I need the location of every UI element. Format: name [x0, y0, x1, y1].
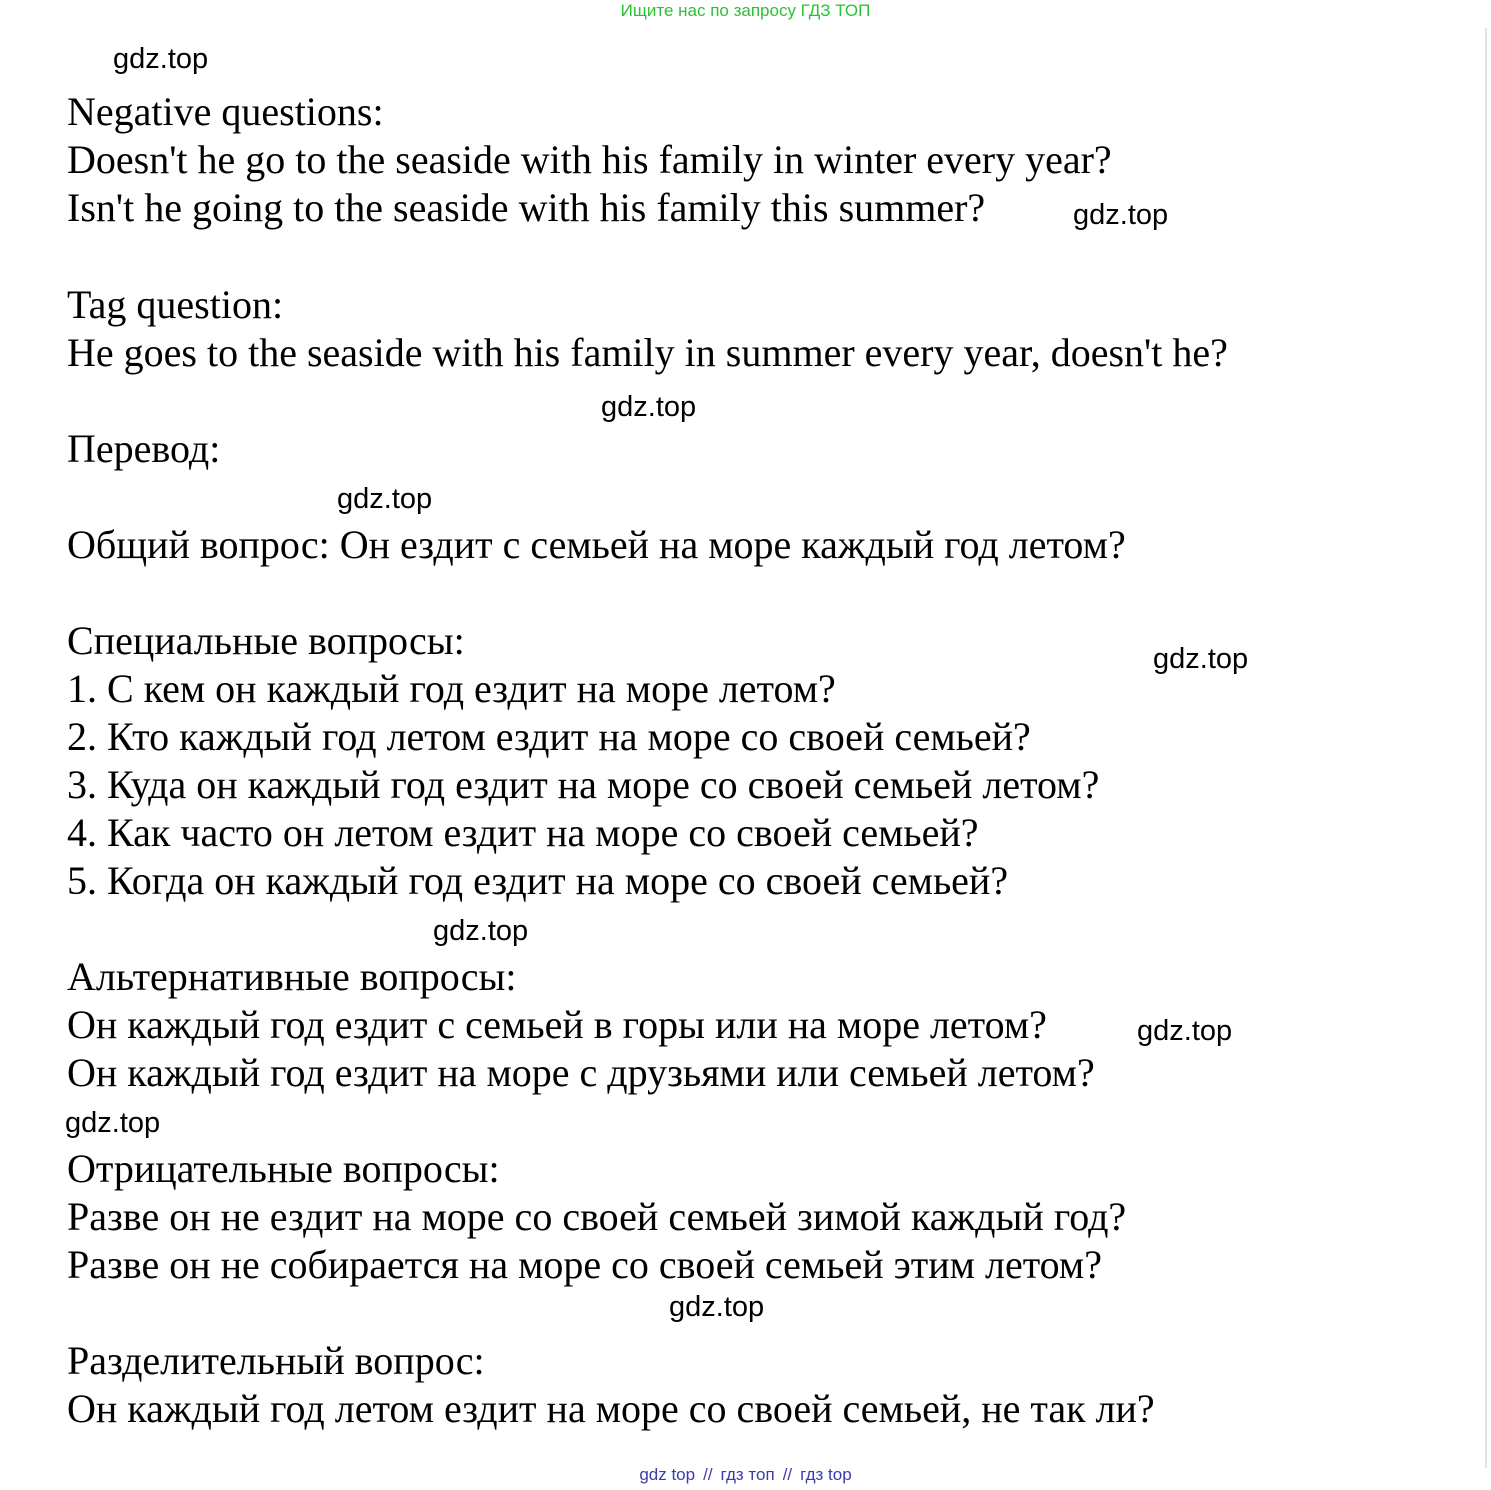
section-heading: Разделительный вопрос: [67, 1338, 485, 1383]
section-heading: Tag question: [67, 282, 284, 327]
watermark: gdz.top [113, 43, 209, 75]
footer-link[interactable]: гдз топ [720, 1465, 775, 1484]
watermark: gdz.top [1137, 1015, 1233, 1047]
footer-link[interactable]: gdz top [639, 1465, 696, 1484]
text-line: Он каждый год ездит с семьей в горы или на море летом? [67, 1002, 1047, 1047]
section-heading: Альтернативные вопросы: [67, 954, 517, 999]
watermark: gdz.top [1153, 643, 1249, 675]
text-line: Разве он не ездит на море со своей семьей зимой каждый год? [67, 1194, 1127, 1239]
watermark: gdz.top [601, 391, 697, 423]
list-item: 2. Кто каждый год летом ездит на море со своей семьей? [67, 714, 1031, 759]
watermark: gdz.top [669, 1291, 765, 1323]
footer-separator: // [782, 1465, 793, 1484]
watermark: gdz.top [1073, 199, 1169, 231]
top-banner: Ищите нас по запросу ГДЗ ТОП [620, 1, 871, 20]
footer-separator: // [703, 1465, 713, 1484]
footer-links [0, 1464, 1491, 1486]
section-heading: Перевод: [67, 426, 221, 471]
section-heading: Negative questions: [67, 89, 384, 134]
section-heading: Отрицательные вопросы: [67, 1146, 500, 1191]
text-line: Разве он не собирается на море со своей семьей этим летом? [67, 1242, 1102, 1287]
footer-link[interactable]: гдз top [800, 1465, 852, 1484]
list-item: 1. С кем он каждый год ездит на море летом? [67, 666, 836, 711]
text-line: Isn't he going to the seaside with his family this summer? [67, 185, 986, 230]
list-item: 4. Как часто он летом ездит на море со своей семьей? [67, 810, 979, 855]
list-item: 5. Когда он каждый год ездит на море со своей семьей? [67, 858, 1009, 903]
text-line: Он каждый год ездит на море с друзьями или семьей летом? [67, 1050, 1095, 1095]
text-line: He goes to the seaside with his family in summer every year, doesn't he? [67, 330, 1228, 375]
watermark: gdz.top [337, 483, 433, 515]
text-line: Он каждый год летом ездит на море со своей семьей, не так ли? [67, 1386, 1155, 1431]
page-edge-rule [1485, 28, 1487, 1468]
watermark: gdz.top [433, 915, 529, 947]
section-heading: Специальные вопросы: [67, 618, 465, 663]
text-line: Doesn't he go to the seaside with his family in winter every year? [67, 137, 1112, 182]
list-item: 3. Куда он каждый год ездит на море со своей семьей летом? [67, 762, 1100, 807]
text-line: Общий вопрос: Он ездит с семьей на море каждый год летом? [67, 522, 1126, 567]
watermark: gdz.top [65, 1107, 161, 1139]
